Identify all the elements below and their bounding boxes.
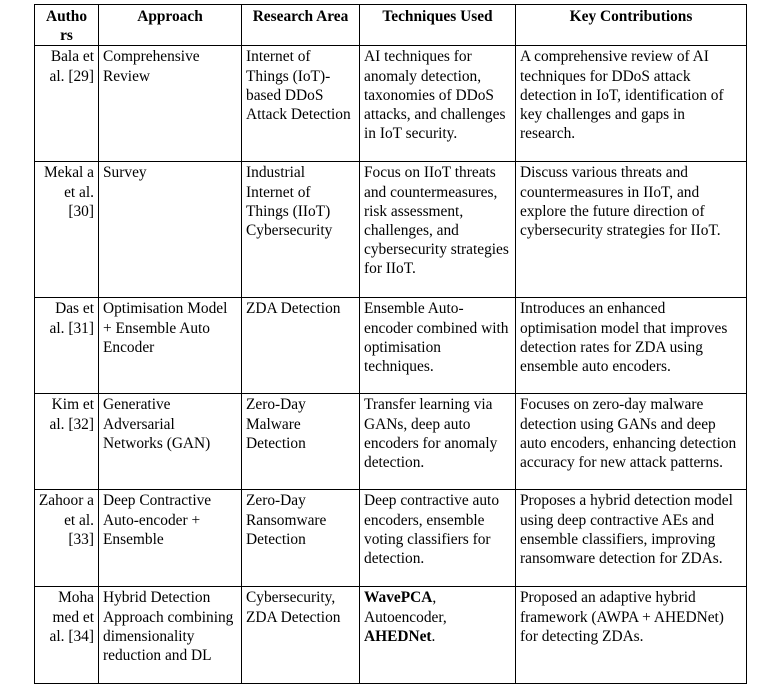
cell-approach: Generative Adversarial Networks (GAN) [99, 394, 242, 490]
cell-contributions: Focuses on zero-day malware detection using GANs and deep auto encoders, enhancing detection accuracy for new attack patterns. [516, 394, 747, 490]
cell-approach: Hybrid Detection Approach combining dimensionality reduction and DL [99, 587, 242, 684]
terminator: . [431, 627, 436, 645]
technique-wavepca: WavePCA [364, 589, 433, 607]
table-row [35, 46, 747, 162]
cell-authors: Das et al. [31] [35, 298, 99, 394]
cell-contributions: Introduces an enhanced optimisation model that improves detection rates for ZDA using ensemble auto encoders. [516, 298, 747, 394]
cell-authors: Zahoor a et al. [33] [35, 490, 99, 587]
header-key-contributions: Key Contributions [516, 5, 747, 46]
header-techniques-used: Techniques Used [360, 5, 516, 46]
table-row [35, 587, 747, 684]
cell-research-area: Industrial Internet of Things (IIoT) Cybersecurity [242, 162, 360, 298]
cell-approach: Optimisation Model + Ensemble Auto Encoder [99, 298, 242, 394]
cell-techniques [360, 587, 516, 684]
cell-authors: Mekal a et al. [30] [35, 162, 99, 298]
cell-approach: Survey [99, 162, 242, 298]
cell-contributions: Proposes a hybrid detection model using deep contractive AEs and ensemble classifiers, improving ransomware detection for ZDAs. [516, 490, 747, 587]
table-header-row [35, 5, 747, 46]
table-row [35, 490, 747, 587]
cell-research-area: Zero-Day Ransomware Detection [242, 490, 360, 587]
cell-techniques: Ensemble Auto-encoder combined with optimisation techniques. [360, 298, 516, 394]
table-row [35, 394, 747, 490]
cell-research-area: Internet of Things (IoT)-based DDoS Attack Detection [242, 46, 360, 162]
cell-authors: Kim et al. [32] [35, 394, 99, 490]
technique-autoencoder: Autoencoder [364, 608, 443, 626]
cell-contributions: Proposed an adaptive hybrid framework (AWPA + AHEDNet) for detecting ZDAs. [516, 587, 747, 684]
cell-approach: Comprehensive Review [99, 46, 242, 162]
cell-techniques: AI techniques for anomaly detection, taxonomies of DDoS attacks, and challenges in IoT security. [360, 46, 516, 162]
cell-techniques: Transfer learning via GANs, deep auto encoders for anomaly detection. [360, 394, 516, 490]
cell-authors: Bala et al. [29] [35, 46, 99, 162]
separator: , [442, 608, 447, 626]
header-authors: Autho rs [35, 5, 99, 46]
header-approach: Approach [99, 5, 242, 46]
cell-authors: Moha med et al. [34] [35, 587, 99, 684]
cell-approach: Deep Contractive Auto-encoder + Ensemble [99, 490, 242, 587]
cell-research-area: Cybersecurity, ZDA Detection [242, 587, 360, 684]
cell-research-area: Zero-Day Malware Detection [242, 394, 360, 490]
cell-techniques: Deep contractive auto encoders, ensemble voting classifiers for detection. [360, 490, 516, 587]
header-research-area: Research Area [242, 5, 360, 46]
separator: , [432, 589, 437, 607]
table-row [35, 162, 747, 298]
cell-research-area: ZDA Detection [242, 298, 360, 394]
technique-ahednet: AHEDNet [364, 627, 432, 645]
literature-comparison-table [34, 4, 747, 684]
table-row [35, 298, 747, 394]
cell-contributions: A comprehensive review of AI techniques for DDoS attack detection in IoT, identification of key challenges and gaps in research. [516, 46, 747, 162]
table-container [34, 4, 747, 684]
cell-techniques: Focus on IIoT threats and countermeasures, risk assessment, challenges, and cybersecurity strategies for IIoT. [360, 162, 516, 298]
cell-contributions: Discuss various threats and countermeasures in IIoT, and explore the future direction of cybersecurity strategies for IIoT. [516, 162, 747, 298]
